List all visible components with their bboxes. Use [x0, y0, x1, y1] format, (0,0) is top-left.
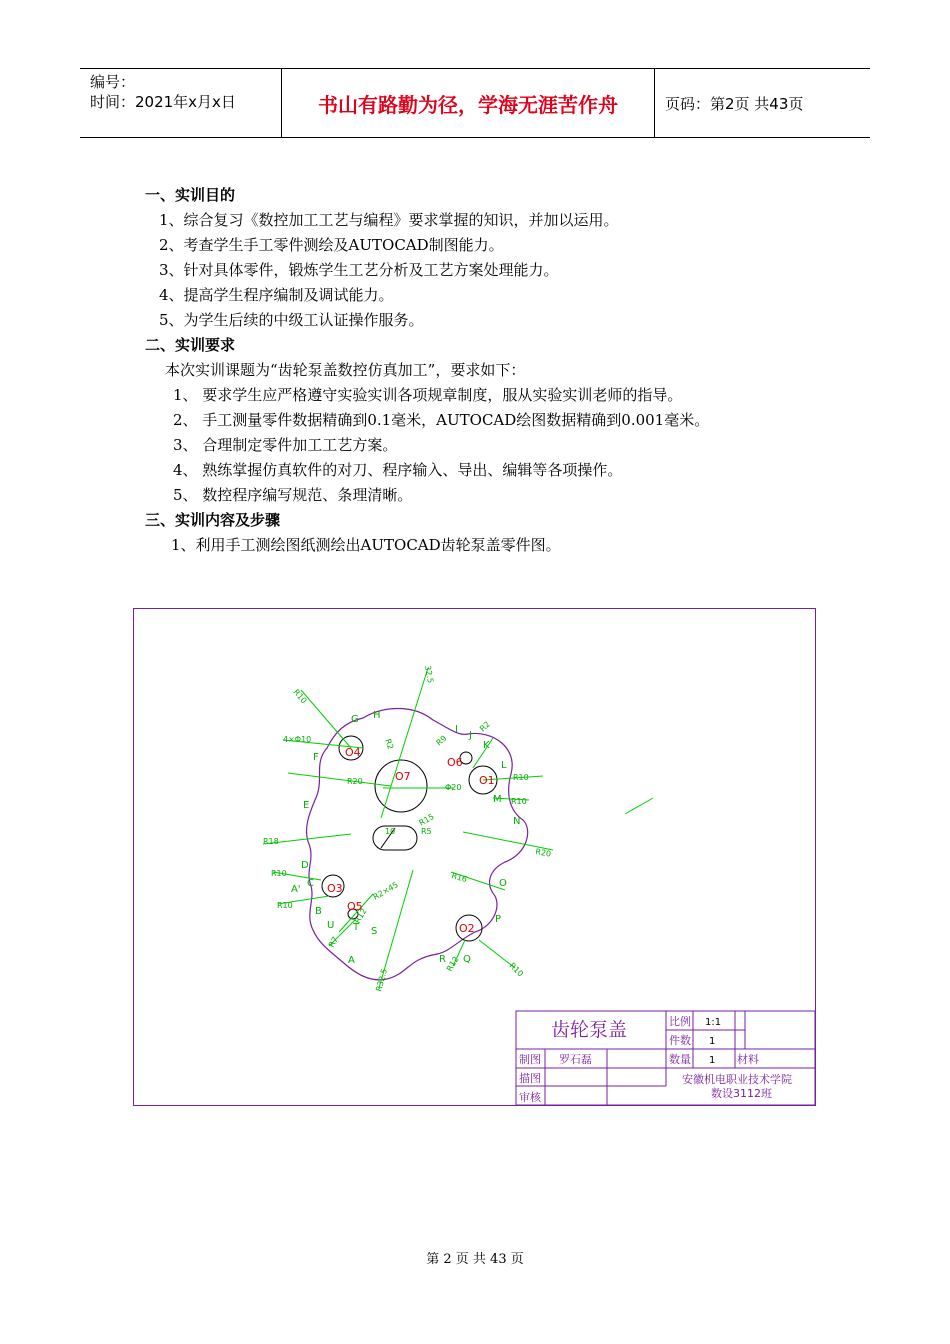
point-label: F	[313, 752, 319, 763]
point-label: D	[301, 860, 309, 871]
dim-label: R16	[450, 871, 469, 885]
label-o5: O5	[347, 900, 363, 913]
point-label: T	[353, 922, 360, 933]
point-label: A	[348, 955, 355, 966]
point-label: U	[327, 920, 335, 931]
doc-time-label: 时间：2021年x月x日	[90, 93, 236, 111]
point-label: R	[439, 954, 446, 965]
section-1-item: 5、为学生后续的中级工认证操作服务。	[159, 311, 424, 329]
class-name: 数设3112班	[711, 1087, 772, 1100]
section-2-item: 4、 熟练掌握仿真软件的对刀、程序输入、导出、编辑等各项操作。	[173, 461, 623, 479]
section-1-item: 4、提高学生程序编制及调试能力。	[159, 286, 394, 304]
point-label: O	[499, 878, 507, 889]
dim-label: R7	[326, 935, 341, 949]
page-footer: 第 2 页 共 43 页	[426, 1252, 524, 1267]
drawing-frame	[134, 609, 816, 1106]
dim-label: R2	[478, 719, 492, 734]
dim-label: 32.5	[423, 664, 435, 684]
section-1-title: 一、实训目的	[145, 186, 236, 204]
point-label: C	[307, 878, 314, 889]
dim-line	[479, 940, 515, 968]
dim-label: R9	[434, 733, 449, 748]
dim-label: R15	[417, 812, 436, 828]
point-label: E	[303, 800, 310, 811]
circle-labels	[327, 746, 495, 935]
doc-number-label: 编号：	[90, 73, 136, 91]
section-3-title: 三、实训内容及步骤	[145, 511, 281, 529]
dim-label: R12	[352, 906, 369, 925]
point-label: G	[351, 714, 359, 725]
dim-label: Φ20	[445, 783, 462, 792]
cad-drawing	[133, 608, 816, 1106]
section-2-item: 3、 合理制定零件加工工艺方案。	[173, 436, 398, 454]
label-o1: O1	[479, 774, 495, 787]
dim-label: R18	[263, 837, 279, 846]
label-o7: O7	[395, 770, 411, 783]
dim-label: R10	[513, 773, 529, 782]
dim-label: R12	[444, 954, 461, 973]
point-label: S	[371, 926, 378, 937]
drawn-by: 罗石磊	[559, 1053, 592, 1066]
dimension-lines	[263, 668, 653, 988]
dim-label: R32.5	[374, 967, 389, 993]
checked-label: 审核	[519, 1091, 541, 1104]
dim-label: R10	[277, 901, 293, 910]
scale-label: 比例	[669, 1015, 691, 1028]
qty-label: 数量	[669, 1053, 691, 1066]
point-label: I	[455, 724, 458, 735]
point-label: L	[501, 760, 507, 771]
dim-label: R2	[383, 737, 396, 751]
school-name: 安徽机电职业技术学院	[682, 1073, 792, 1086]
section-2-title: 二、实训要求	[145, 336, 236, 354]
dim-label: R20	[534, 847, 552, 859]
label-o3: O3	[327, 882, 343, 895]
point-label: H	[373, 710, 381, 721]
count-value: 1	[709, 1036, 716, 1047]
count-label: 件数	[669, 1034, 691, 1047]
page-header	[80, 68, 870, 138]
title-block-text	[519, 1014, 792, 1104]
point-label: N	[513, 816, 521, 827]
section-1-item: 2、考查学生手工零件测绘及AUTOCAD制图能力。	[159, 236, 504, 254]
section-1-item: 3、针对具体零件，锻炼学生工艺分析及工艺方案处理能力。	[159, 261, 559, 279]
part-outline	[307, 709, 528, 980]
dim-label: R10	[271, 869, 287, 878]
section-2-item: 5、 数控程序编写规范、条理清晰。	[173, 486, 413, 504]
stray-line	[625, 798, 653, 814]
point-label: Q	[463, 954, 471, 965]
qty-value: 1	[709, 1055, 716, 1066]
dim-label: R10	[291, 687, 309, 706]
part-name: 齿轮泵盖	[551, 1019, 628, 1041]
material-label: 材料	[737, 1053, 759, 1066]
dim-label: 4×Φ10	[283, 735, 312, 744]
point-label: A'	[291, 884, 301, 895]
dim-label: R2×45	[371, 880, 400, 902]
point-label: J	[469, 730, 472, 741]
hole-o7	[375, 760, 427, 812]
dim-label: R10	[507, 961, 526, 979]
dim-label: R10	[511, 797, 527, 806]
section-2-item: 2、 手工测量零件数据精确到0.1毫米，AUTOCAD绘图数据精确到0.001毫米。	[173, 411, 710, 429]
point-labels	[291, 710, 520, 966]
scale-value: 1:1	[705, 1017, 722, 1028]
section-2-intro: 本次实训课题为“齿轮泵盖数控仿真加工”，要求如下：	[165, 361, 526, 379]
label-o4: O4	[345, 746, 361, 759]
drawn-label: 制图	[519, 1053, 541, 1066]
label-o6: O6	[447, 756, 463, 769]
dim-label: 10	[385, 827, 396, 836]
header-page-info: 页码：第2页 共43页	[665, 94, 804, 113]
section-2-item: 1、 要求学生应严格遵守实验实训各项规章制度，服从实验实训老师的指导。	[173, 386, 683, 404]
point-label: K	[483, 740, 490, 751]
dim-label: R5	[421, 827, 432, 836]
point-label: M	[493, 794, 502, 805]
dim-label: R20	[347, 777, 363, 786]
section-3-item: 1、利用手工测绘图纸测绘出AUTOCAD齿轮泵盖零件图。	[171, 536, 561, 554]
header-left	[80, 69, 282, 137]
point-label: B	[315, 906, 322, 917]
section-1-item: 1、综合复习《数控加工工艺与编程》要求掌握的知识，并加以运用。	[159, 211, 619, 229]
traced-label: 描图	[519, 1072, 541, 1085]
header-motto: 书山有路勤为径，学海无涯苦作舟	[282, 69, 655, 137]
point-label: P	[495, 914, 502, 925]
label-o2: O2	[459, 922, 475, 935]
